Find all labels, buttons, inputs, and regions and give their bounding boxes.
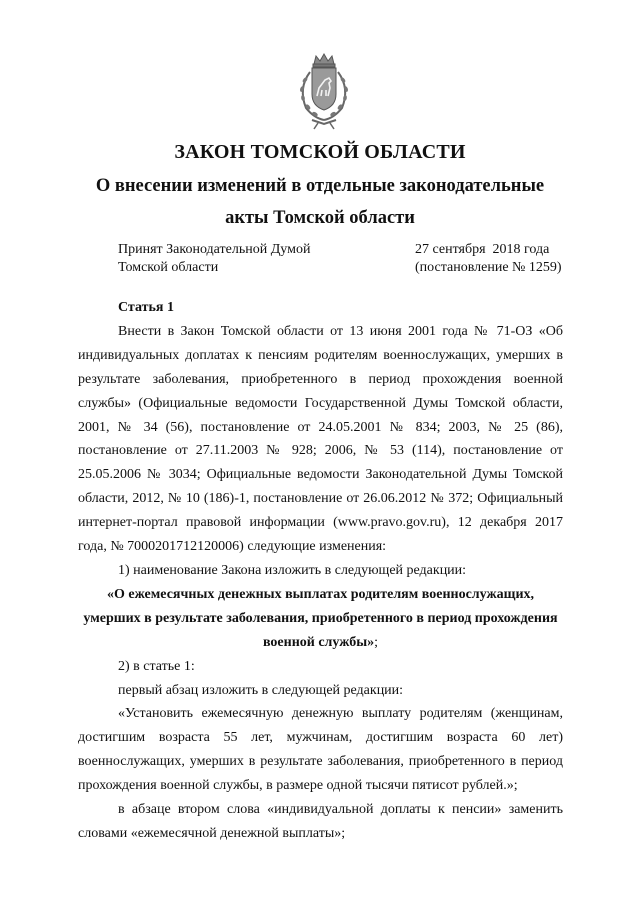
new-title-suffix: ;: [374, 634, 379, 650]
adoption-body-line2: Томской области: [118, 260, 219, 275]
law-subtitle-line1: О внесении изменений в отдельные законодательные: [95, 176, 545, 196]
law-title: ЗАКОН ТОМСКОЙ ОБЛАСТИ: [174, 141, 466, 163]
adoption-date-block: [415, 241, 562, 277]
new-title-line1: «О ежемесячных денежных выплатах родителям военнослужащих,: [106, 586, 535, 602]
adoption-resolution: (постановление № 1259): [415, 260, 562, 275]
article-heading: Статья 1: [118, 300, 174, 315]
intro-paragraph: Внести в Закон Томской области от 13 июня 2001 года № 71-ОЗ «Об индивидуальных доплатах к пенсиям родителям военнослужащих, умерших в результате заболевания, приобретенного в период прохождения военной службы» (Официальные ведомости Государственной Думы Томской области, 2001, № 34 (56), постановление от 24.05.2001 № 834; 2003, № 25 (86), постановление от 27.11.2003 № 928; 2006, № 53 (114), постановление от 25.05.2006 № 3034; Официальные ведомости Законодательной Думы Томской области, 2012, № 10 (186)-1, постановление от 26.06.2012 № 372; Официальный интернет-портал правовой информации (www.pravo.gov.ru), 12 декабря 2017 года, № 7000201712120006) следующие изменения:: [78, 323, 563, 555]
item-1: 1) наименование Закона изложить в следующей редакции:: [118, 562, 467, 578]
document-body: [78, 296, 563, 846]
tomsk-region-coat-of-arms-icon: [292, 52, 356, 130]
law-subtitle-line2: акты Томской области: [225, 208, 415, 228]
new-title-line2: умерших в результате заболевания, приобретенного в период прохождения: [83, 610, 558, 626]
adoption-date: 27 сентября 2018 года: [415, 242, 550, 257]
quote-paragraph: «Установить ежемесячную денежную выплату родителям (женщинам, достигшим возраста 55 лет, мужчинам, достигшим возраста 60 лет) военнослужащих, умерших в результате заболевания, приобретенного в период прохождения военной службы, в размере одной тысячи пятисот рублей.»;: [78, 706, 563, 794]
adoption-body-line1: Принят Законодательной Думой: [118, 242, 311, 257]
item-2-second-paragraph: в абзаце втором слова «индивидуальной доплаты к пенсии» заменить словами «ежемесячной денежной выплаты»;: [78, 802, 563, 841]
adoption-body: [118, 241, 310, 277]
new-title-line3-text: военной службы»: [262, 634, 375, 650]
new-title-line3: [78, 631, 563, 655]
item-2: 2) в статье 1:: [118, 658, 195, 674]
item-2-first-paragraph: первый абзац изложить в следующей редакции:: [118, 682, 404, 698]
